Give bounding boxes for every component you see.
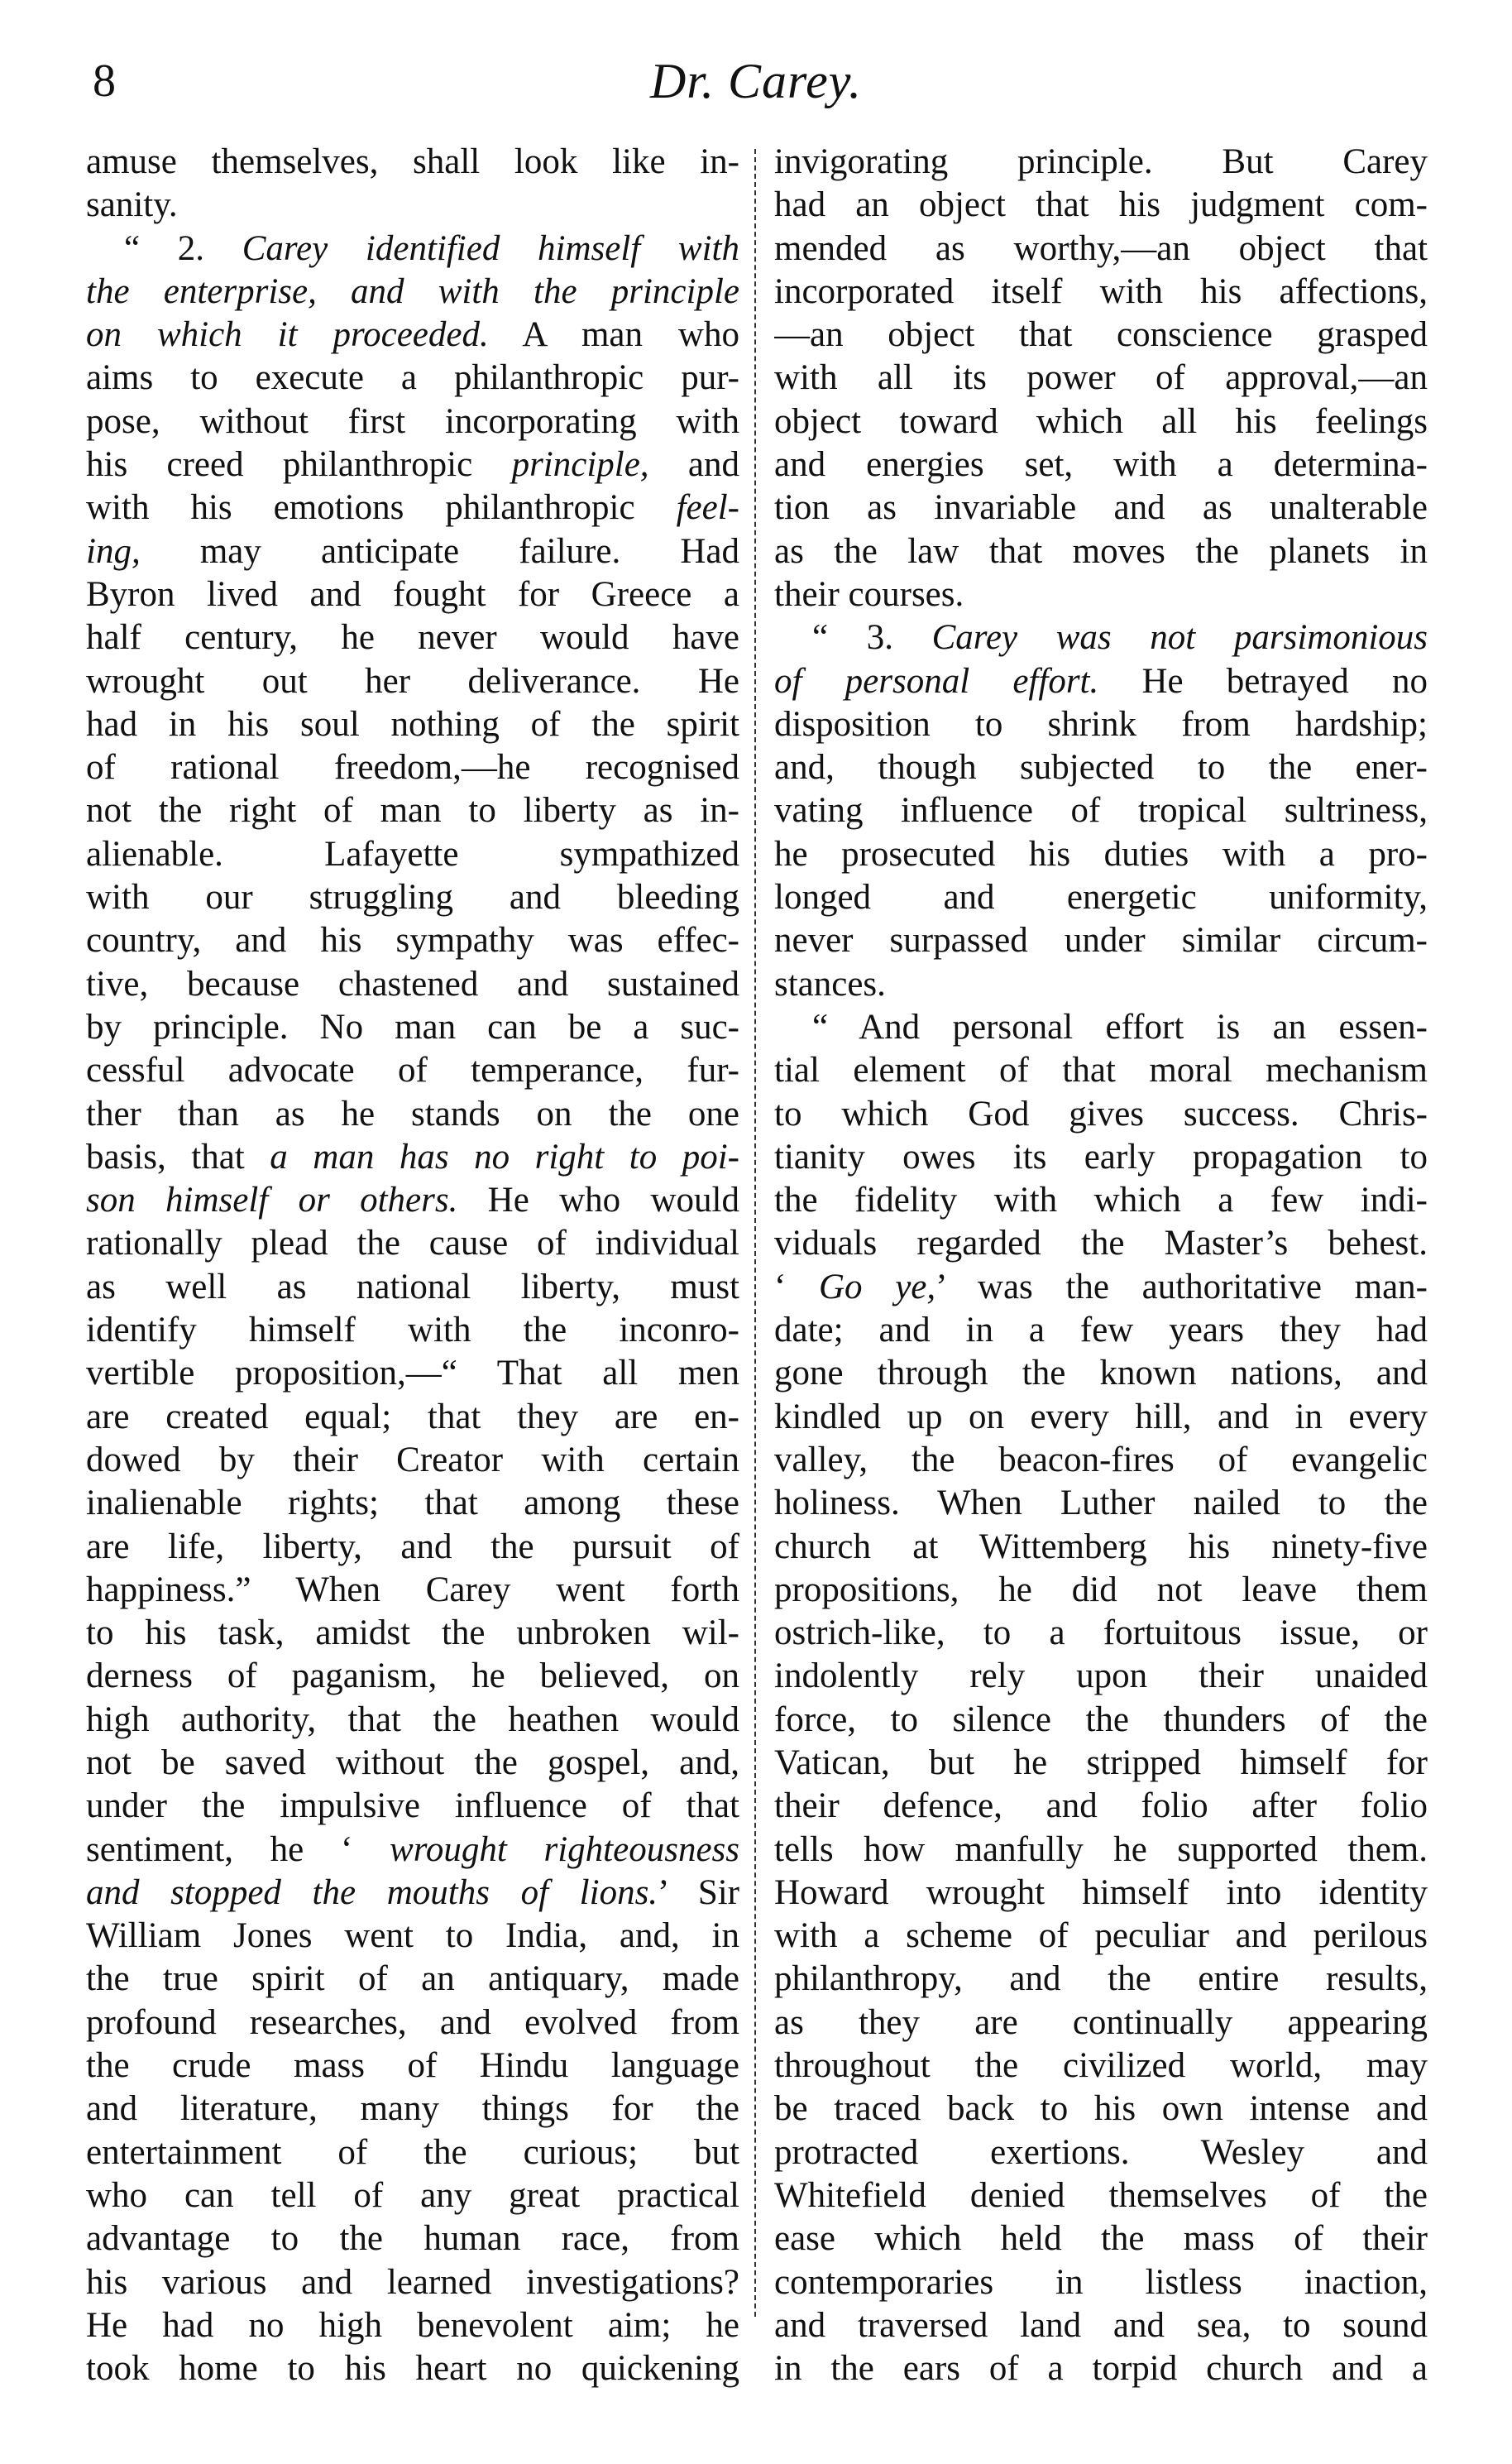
text-line xyxy=(774,2304,1428,2347)
italic-text: on which it proceeded. xyxy=(86,315,489,355)
body-text: who can tell of any great practical xyxy=(86,2175,739,2215)
body-text: “ 2. xyxy=(124,228,242,268)
text-line xyxy=(774,789,1428,832)
italic-text: wrought righteousness xyxy=(390,1829,739,1869)
column-divider xyxy=(754,149,756,2317)
text-line xyxy=(774,1655,1428,1698)
italic-text: Go ye, xyxy=(818,1267,936,1306)
body-text: church at Wittemberg his ninety-five xyxy=(774,1527,1428,1566)
text-line xyxy=(86,1655,739,1698)
text-line xyxy=(86,1829,739,1872)
text-line xyxy=(774,228,1428,271)
text-line xyxy=(86,2174,739,2217)
text-line xyxy=(774,2001,1428,2045)
text-line xyxy=(774,2174,1428,2217)
text-line xyxy=(86,2001,739,2045)
text-line xyxy=(86,1266,739,1309)
text-line xyxy=(774,314,1428,357)
body-text: ’ Sir xyxy=(658,1872,739,1912)
text-line xyxy=(86,184,739,227)
page-number: 8 xyxy=(93,55,116,107)
italic-text: Carey was not parsimonious xyxy=(931,618,1428,658)
text-line xyxy=(86,443,739,487)
body-text: be traced back to his own intense and xyxy=(774,2089,1428,2129)
body-text: tells how manfully he supported them. xyxy=(774,1829,1428,1869)
text-line xyxy=(86,228,739,271)
body-text: disposition to shrink from hardship; xyxy=(774,704,1428,744)
text-line xyxy=(86,1439,739,1482)
text-line xyxy=(86,1612,739,1655)
text-column-left xyxy=(86,141,739,2390)
text-line xyxy=(774,141,1428,184)
body-text: “ 3. xyxy=(812,618,932,658)
text-line xyxy=(774,400,1428,443)
body-text: alienable. Lafayette sympathized xyxy=(86,834,739,874)
text-line xyxy=(774,2131,1428,2174)
body-text: ther than as he stands on the one xyxy=(86,1094,739,1134)
text-line xyxy=(86,357,739,400)
body-text: country, and his sympathy was effec- xyxy=(86,921,739,961)
italic-text: of personal effort. xyxy=(774,661,1099,701)
text-line xyxy=(86,1309,739,1352)
body-text: with his emotions philanthropic xyxy=(86,488,677,528)
body-text: incorporated itself with his affections, xyxy=(774,271,1428,311)
body-text: tial element of that moral mechanism xyxy=(774,1051,1428,1091)
body-text: as the law that moves the planets in xyxy=(774,531,1428,571)
text-line xyxy=(774,573,1428,616)
text-line xyxy=(86,1958,739,2001)
italic-text: feel- xyxy=(676,488,739,528)
body-text: his various and learned investigations? xyxy=(86,2262,739,2302)
text-line xyxy=(774,443,1428,487)
body-text: the crude mass of Hindu language xyxy=(86,2046,739,2086)
text-line xyxy=(86,2045,739,2088)
body-text: Howard wrought himself into identity xyxy=(774,1872,1428,1912)
text-line xyxy=(774,1049,1428,1092)
text-line xyxy=(86,314,739,357)
text-line xyxy=(86,876,739,919)
body-text: sanity. xyxy=(86,185,178,225)
body-text: derness of paganism, he believed, on xyxy=(86,1656,739,1696)
body-text: —an object that conscience grasped xyxy=(774,315,1428,355)
text-line xyxy=(86,2217,739,2260)
body-text: kindled up on every hill, and in every xyxy=(774,1397,1428,1436)
text-line xyxy=(86,141,739,184)
text-line xyxy=(774,919,1428,962)
body-text: longed and energetic uniformity, xyxy=(774,878,1428,918)
text-line xyxy=(86,919,739,962)
body-text: rationally plead the cause of individual xyxy=(86,1224,739,1263)
text-line xyxy=(86,1006,739,1049)
text-line xyxy=(86,1179,739,1222)
body-text: Vatican, but he stripped himself for xyxy=(774,1743,1428,1782)
text-line xyxy=(774,2045,1428,2088)
body-text: and traversed land and sea, to sound xyxy=(774,2305,1428,2345)
italic-text: principle, xyxy=(511,445,649,485)
text-line xyxy=(86,746,739,789)
body-text: sentiment, he ‘ xyxy=(86,1829,390,1869)
body-text: He who would xyxy=(457,1181,739,1220)
text-line xyxy=(774,1222,1428,1265)
page-header xyxy=(0,48,1512,122)
text-line xyxy=(86,1699,739,1742)
body-text: his creed philanthropic xyxy=(86,445,512,485)
text-line xyxy=(774,616,1428,659)
text-line xyxy=(86,660,739,703)
body-text: tianity owes its early propagation to xyxy=(774,1137,1428,1177)
body-text: “ And personal effort is an essen- xyxy=(812,1007,1428,1047)
text-line xyxy=(774,184,1428,227)
body-text: took home to his heart no quickening xyxy=(86,2349,739,2389)
body-text: had an object that his judgment com- xyxy=(774,185,1428,225)
text-line xyxy=(86,1526,739,1569)
body-text: philanthropy, and the entire results, xyxy=(774,1959,1428,1999)
body-text: ease which held the mass of their xyxy=(774,2219,1428,2259)
text-line xyxy=(86,271,739,314)
body-text: indolently rely upon their unaided xyxy=(774,1656,1428,1696)
body-text: He betrayed no xyxy=(1098,661,1428,701)
text-line xyxy=(86,1872,739,1915)
body-text: gone through the known nations, and xyxy=(774,1354,1428,1393)
text-line xyxy=(86,616,739,659)
body-text: advantage to the human race, from xyxy=(86,2219,739,2259)
text-line xyxy=(774,746,1428,789)
body-text: of rational freedom,—he recognised xyxy=(86,748,739,788)
text-line xyxy=(86,1915,739,1958)
body-text: cessful advocate of temperance, fur- xyxy=(86,1051,739,1091)
body-text: with our struggling and bleeding xyxy=(86,878,739,918)
text-line xyxy=(774,1699,1428,1742)
text-line xyxy=(86,1785,739,1828)
text-line xyxy=(86,1569,739,1612)
text-line xyxy=(774,1915,1428,1958)
text-line xyxy=(86,1396,739,1439)
body-text: may anticipate failure. Had xyxy=(140,531,739,571)
text-line xyxy=(774,530,1428,573)
body-text: force, to silence the thunders of the xyxy=(774,1699,1428,1739)
body-text: inalienable rights; that among these xyxy=(86,1484,739,1523)
text-line xyxy=(86,573,739,616)
body-text: profound researches, and evolved from xyxy=(86,2002,739,2042)
body-text: tive, because chastened and sustained xyxy=(86,964,739,1004)
text-line xyxy=(86,1222,739,1265)
text-line xyxy=(774,1829,1428,1872)
text-line xyxy=(86,789,739,832)
text-line xyxy=(774,1742,1428,1785)
body-text: are created equal; that they are en- xyxy=(86,1397,739,1436)
body-text: valley, the beacon-fires of evangelic xyxy=(774,1440,1428,1479)
text-line xyxy=(774,1872,1428,1915)
text-line xyxy=(774,487,1428,530)
body-text: happiness.” When Carey went forth xyxy=(86,1570,739,1609)
running-head: Dr. Carey. xyxy=(649,54,863,108)
text-line xyxy=(774,1006,1428,1049)
body-text: under the impulsive influence of that xyxy=(86,1786,739,1826)
body-text: stances. xyxy=(774,964,886,1004)
body-text: dowed by their Creator with certain xyxy=(86,1440,739,1479)
text-line xyxy=(86,1742,739,1785)
text-line xyxy=(86,2131,739,2174)
text-line xyxy=(774,833,1428,876)
text-column-right xyxy=(774,141,1428,2390)
body-text: in the ears of a torpid church and a xyxy=(774,2349,1428,2389)
text-line xyxy=(774,1309,1428,1352)
text-line xyxy=(86,1352,739,1395)
text-line xyxy=(774,2217,1428,2260)
text-line xyxy=(774,1396,1428,1439)
body-text: never surpassed under similar circum- xyxy=(774,921,1428,961)
body-text: amuse themselves, shall look like in- xyxy=(86,142,739,181)
text-line xyxy=(774,660,1428,703)
text-line xyxy=(774,1612,1428,1655)
body-text: not be saved without the gospel, and, xyxy=(86,1743,739,1782)
text-line xyxy=(774,357,1428,400)
text-line xyxy=(774,963,1428,1006)
body-text: high authority, that the heathen would xyxy=(86,1699,739,1739)
body-text: their courses. xyxy=(774,574,964,614)
text-line xyxy=(86,703,739,746)
text-line xyxy=(86,833,739,876)
body-text: are life, liberty, and the pursuit of xyxy=(86,1527,739,1566)
text-line xyxy=(86,1136,739,1179)
body-text: ostrich-like, to a fortuitous issue, or xyxy=(774,1613,1428,1653)
text-line xyxy=(774,1569,1428,1612)
text-line xyxy=(86,487,739,530)
body-text: mended as worthy,—an object that xyxy=(774,228,1428,268)
body-text: and literature, many things for the xyxy=(86,2089,739,2129)
body-text: He had no high benevolent aim; he xyxy=(86,2305,739,2345)
body-text: entertainment of the curious; but xyxy=(86,2132,739,2172)
text-line xyxy=(86,400,739,443)
body-text: and xyxy=(648,445,739,485)
text-line xyxy=(774,1482,1428,1525)
body-text: their defence, and folio after folio xyxy=(774,1786,1428,1826)
body-text: Whitefield denied themselves of the xyxy=(774,2175,1428,2215)
body-text: and energies set, with a determina- xyxy=(774,445,1428,485)
body-text: object toward which all his feelings xyxy=(774,401,1428,441)
body-text: with a scheme of peculiar and perilous xyxy=(774,1916,1428,1956)
body-text: the true spirit of an antiquary, made xyxy=(86,1959,739,1999)
text-line xyxy=(86,1093,739,1136)
body-text: as they are continually appearing xyxy=(774,2002,1428,2042)
text-line xyxy=(774,1136,1428,1179)
body-text: throughout the civilized world, may xyxy=(774,2046,1428,2086)
text-line xyxy=(774,1352,1428,1395)
body-text: A man who xyxy=(488,315,739,355)
italic-text: son himself or others. xyxy=(86,1181,458,1220)
body-text: by principle. No man can be a suc- xyxy=(86,1007,739,1047)
body-text: contemporaries in listless inaction, xyxy=(774,2262,1428,2302)
body-text: aims to execute a philanthropic pur- xyxy=(86,358,739,398)
text-line xyxy=(86,1482,739,1525)
italic-text: ing, xyxy=(86,531,141,571)
italic-text: a man has no right to poi- xyxy=(270,1137,739,1177)
text-line xyxy=(774,1179,1428,1222)
text-line xyxy=(774,876,1428,919)
body-text: basis, that xyxy=(86,1137,270,1177)
body-text: the fidelity with which a few indi- xyxy=(774,1181,1428,1220)
body-text: wrought out her deliverance. He xyxy=(86,661,739,701)
body-text: he prosecuted his duties with a pro- xyxy=(774,834,1428,874)
text-line xyxy=(86,2088,739,2131)
text-line xyxy=(774,1958,1428,2001)
text-line xyxy=(86,2347,739,2390)
body-text: identify himself with the inconro- xyxy=(86,1311,739,1350)
text-line xyxy=(774,703,1428,746)
body-text: ’ was the authoritative man- xyxy=(935,1267,1428,1306)
text-line xyxy=(774,1526,1428,1569)
italic-text: Carey identified himself with xyxy=(242,228,739,268)
body-text: propositions, he did not leave them xyxy=(774,1570,1428,1609)
body-text: tion as invariable and as unalterable xyxy=(774,488,1428,528)
body-text: half century, he never would have xyxy=(86,618,739,658)
body-text: William Jones went to India, and, in xyxy=(86,1916,739,1956)
text-line xyxy=(774,1093,1428,1136)
text-line xyxy=(774,2347,1428,2390)
text-line xyxy=(86,963,739,1006)
text-line xyxy=(86,2304,739,2347)
text-line xyxy=(86,1049,739,1092)
body-text: viduals regarded the Master’s behest. xyxy=(774,1224,1428,1263)
text-line xyxy=(774,2261,1428,2304)
text-line xyxy=(86,2261,739,2304)
italic-text: the enterprise, and with the principle xyxy=(86,271,739,311)
body-text: vertible proposition,—“ That all men xyxy=(86,1354,739,1393)
text-line xyxy=(774,271,1428,314)
body-text: protracted exertions. Wesley and xyxy=(774,2132,1428,2172)
body-text: Byron lived and fought for Greece a xyxy=(86,574,739,614)
body-text: and, though subjected to the ener- xyxy=(774,748,1428,788)
body-text: had in his soul nothing of the spirit xyxy=(86,704,739,744)
body-text: to his task, amidst the unbroken wil- xyxy=(86,1613,739,1653)
body-text: not the right of man to liberty as in- xyxy=(86,791,739,831)
body-text: as well as national liberty, must xyxy=(86,1267,739,1306)
body-text: to which God gives success. Chris- xyxy=(774,1094,1428,1134)
italic-text: and stopped the mouths of lions. xyxy=(86,1872,658,1912)
text-line xyxy=(774,2088,1428,2131)
body-text: with all its power of approval,—an xyxy=(774,358,1428,398)
body-text: invigorating principle. But Carey xyxy=(774,142,1428,181)
text-line xyxy=(86,530,739,573)
body-text: pose, without first incorporating with xyxy=(86,401,739,441)
body-text: holiness. When Luther nailed to the xyxy=(774,1484,1428,1523)
body-text: date; and in a few years they had xyxy=(774,1311,1428,1350)
text-line xyxy=(774,1785,1428,1828)
body-text: ‘ xyxy=(774,1267,819,1306)
text-line xyxy=(774,1439,1428,1482)
body-text: vating influence of tropical sultriness, xyxy=(774,791,1428,831)
text-line xyxy=(774,1266,1428,1309)
